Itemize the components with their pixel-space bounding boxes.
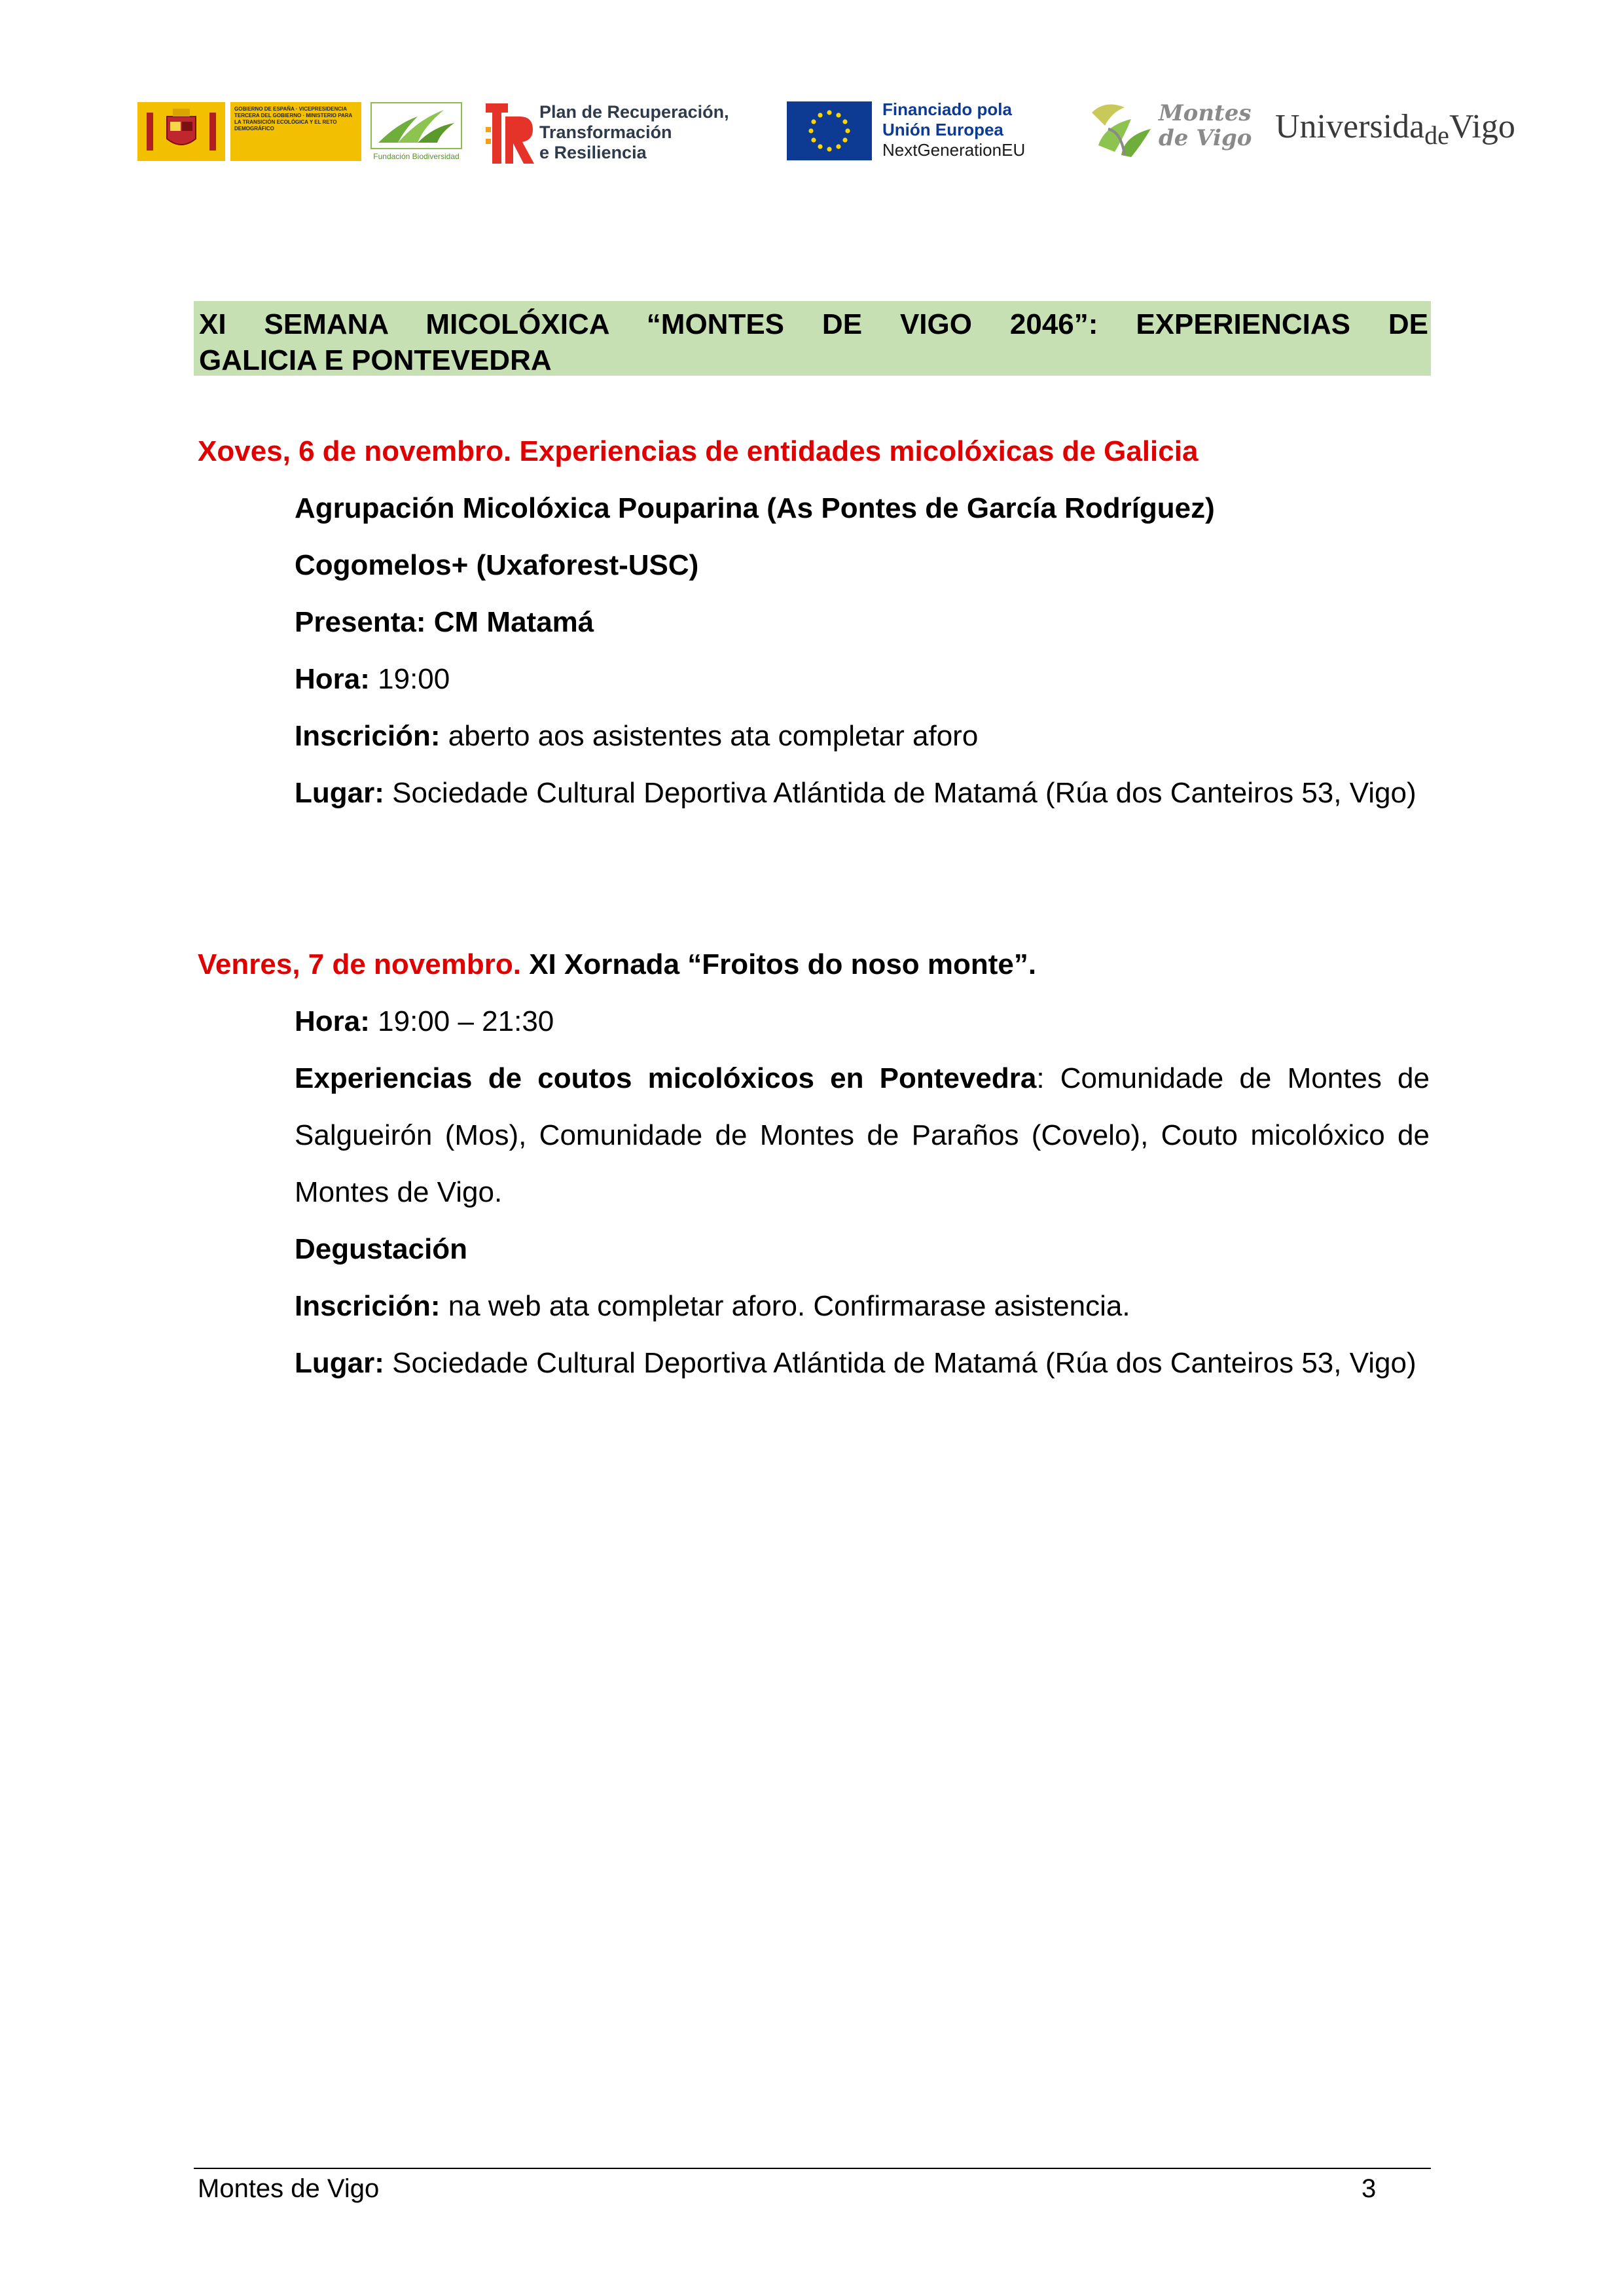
plan-recuperacion-logo (486, 98, 767, 167)
day-2-date: Venres, 7 de novembro. (198, 948, 521, 980)
day-1-presenter: Presenta: CM Matamá (295, 606, 594, 638)
uv-part-c: Vigo (1449, 108, 1515, 145)
day-2-section (198, 936, 1430, 1391)
ue-line-1: Financiado pola (882, 99, 1012, 119)
lugar-value: Sociedade Cultural Deportiva Atlántida de Matamá (Rúa dos Canteiros 53, Vigo) (384, 777, 1416, 809)
day-2-lugar (198, 1335, 1430, 1391)
lugar-value: Sociedade Cultural Deportiva Atlántida de Matamá (Rúa dos Canteiros 53, Vigo) (384, 1347, 1416, 1379)
hora-label: Hora: (295, 1005, 370, 1037)
hora-label: Hora: (295, 663, 370, 695)
experiencias-value: : Comunidade de Montes de Salgueirón (Mos), Comunidade de Montes de Paraños (Covelo), Couto micolóxico de Montes de Vigo. (295, 1062, 1430, 1208)
day-1-hora (198, 651, 1430, 708)
grass-icon (370, 102, 462, 149)
title-line-1: XI SEMANA MICOLÓXICA “MONTES DE VIGO 2046”: EXPERIENCIAS DE (199, 308, 1428, 340)
day-1-item-2: Cogomelos+ (Uxaforest-USC) (295, 549, 699, 581)
title-line-2: GALICIA E PONTEVEDRA (199, 344, 552, 376)
montes-leaf-icon (1085, 99, 1157, 160)
day-2-inscricion (198, 1278, 1430, 1335)
uv-part-a: Universida (1275, 108, 1425, 145)
lugar-label: Lugar: (295, 1347, 384, 1379)
inscricion-label: Inscrición: (295, 720, 441, 752)
hora-value: 19:00 (369, 663, 450, 695)
ue-line-3: NextGenerationEU (882, 140, 1026, 160)
eu-flag-icon (787, 101, 872, 160)
inscricion-value: aberto aos asistentes ata completar aforo (440, 720, 979, 752)
montes-line-2: de Vigo (1159, 125, 1252, 151)
montes-line-1: Montes (1159, 100, 1252, 126)
inscricion-value: na web ata completar aforo. Confirmarase asistencia. (440, 1290, 1130, 1322)
hora-value: 19:00 – 21:30 (369, 1005, 554, 1037)
uv-part-b: de (1424, 120, 1449, 150)
day-1-inscricion (198, 708, 1430, 764)
inscricion-label: Inscrición: (295, 1290, 441, 1322)
plan-line-2: Transformación (539, 122, 672, 142)
day-2-degustacion: Degustación (295, 1233, 468, 1265)
coat-of-arms-icon (137, 102, 225, 161)
day-2-hora (198, 993, 1430, 1050)
union-europea-logo (787, 98, 1036, 164)
footer-text: Montes de Vigo (198, 2174, 380, 2203)
day-1-heading: Xoves, 6 de novembro. Experiencias de entidades micolóxicas de Galicia (198, 435, 1199, 467)
fundacion-text: Fundación Biodiversidad (373, 152, 460, 161)
day-1-section (198, 423, 1430, 821)
logo-header (0, 0, 1624, 183)
page-number: 3 (1362, 2174, 1377, 2203)
plan-line-1: Plan de Recuperación, (539, 102, 729, 122)
gobierno-espana-logo (137, 102, 361, 161)
document-title (194, 301, 1431, 376)
ue-line-2: Unión Europea (882, 120, 1003, 139)
lugar-label: Lugar: (295, 777, 384, 809)
day-1-lugar (198, 764, 1430, 821)
day-2-experiencias (198, 1050, 1430, 1221)
tr-mark-icon (486, 103, 534, 164)
universidade-de-vigo-logo (1275, 107, 1524, 153)
footer-divider (194, 2168, 1431, 2169)
montes-de-vigo-logo (1085, 97, 1255, 162)
plan-line-3: e Resiliencia (539, 143, 647, 162)
fundacion-biodiversidad-logo (370, 102, 462, 162)
day-1-item-1: Agrupación Micolóxica Pouparina (As Pontes de García Rodríguez) (295, 492, 1215, 524)
day-2-title: XI Xornada “Froitos do noso monte”. (520, 948, 1037, 980)
experiencias-label: Experiencias de coutos micolóxicos en Pontevedra (295, 1062, 1037, 1094)
day-2-heading (198, 936, 1430, 993)
gobierno-text: GOBIERNO DE ESPAÑA · VICEPRESIDENCIA TERCERA DEL GOBIERNO · MINISTERIO PARA LA TRANSICIÓN ECOLÓGICA Y EL RETO DEMOGRÁFICO (230, 102, 361, 161)
